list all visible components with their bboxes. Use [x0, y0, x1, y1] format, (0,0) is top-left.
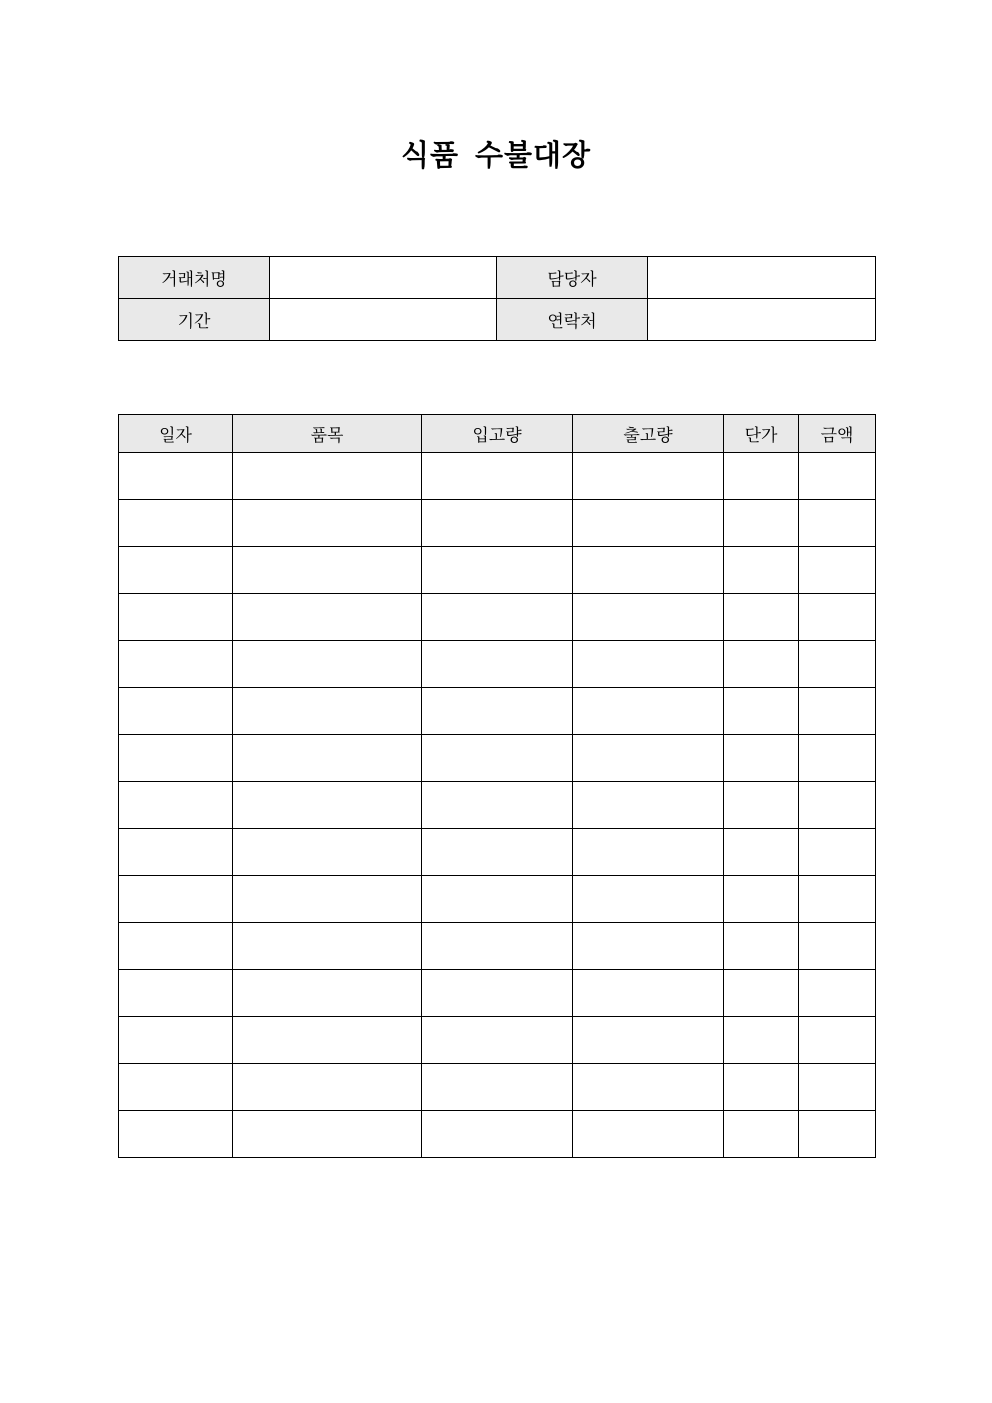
- inbound-qty-cell[interactable]: [422, 641, 573, 688]
- date-cell[interactable]: [119, 970, 233, 1017]
- outbound-qty-cell[interactable]: [573, 594, 724, 641]
- header-outbound-qty: 출고량: [573, 415, 724, 453]
- amount-cell[interactable]: [799, 1017, 876, 1064]
- table-row: [119, 688, 876, 735]
- item-cell[interactable]: [233, 500, 422, 547]
- header-amount: 금액: [799, 415, 876, 453]
- item-cell[interactable]: [233, 829, 422, 876]
- amount-cell[interactable]: [799, 688, 876, 735]
- unit-price-cell[interactable]: [724, 782, 799, 829]
- outbound-qty-cell[interactable]: [573, 1064, 724, 1111]
- date-cell[interactable]: [119, 782, 233, 829]
- unit-price-cell[interactable]: [724, 1111, 799, 1158]
- amount-cell[interactable]: [799, 923, 876, 970]
- date-cell[interactable]: [119, 594, 233, 641]
- inbound-qty-cell[interactable]: [422, 500, 573, 547]
- amount-cell[interactable]: [799, 500, 876, 547]
- item-cell[interactable]: [233, 782, 422, 829]
- item-cell[interactable]: [233, 1017, 422, 1064]
- item-cell[interactable]: [233, 970, 422, 1017]
- info-table: [118, 256, 876, 341]
- title-part-ledger: 수불대장: [474, 138, 592, 172]
- manager-field[interactable]: [648, 257, 876, 299]
- amount-cell[interactable]: [799, 735, 876, 782]
- ledger-body: [119, 453, 876, 1158]
- date-cell[interactable]: [119, 453, 233, 500]
- inbound-qty-cell[interactable]: [422, 829, 573, 876]
- table-row: [119, 1017, 876, 1064]
- outbound-qty-cell[interactable]: [573, 500, 724, 547]
- outbound-qty-cell[interactable]: [573, 970, 724, 1017]
- date-cell[interactable]: [119, 923, 233, 970]
- table-row: [119, 547, 876, 594]
- page-title: [0, 133, 992, 177]
- unit-price-cell[interactable]: [724, 547, 799, 594]
- contact-field[interactable]: [648, 299, 876, 341]
- inbound-qty-cell[interactable]: [422, 782, 573, 829]
- item-cell[interactable]: [233, 641, 422, 688]
- unit-price-cell[interactable]: [724, 829, 799, 876]
- contact-label: 연락처: [497, 299, 648, 341]
- unit-price-cell[interactable]: [724, 923, 799, 970]
- period-label: 기간: [119, 299, 270, 341]
- date-cell[interactable]: [119, 1064, 233, 1111]
- table-row: [119, 923, 876, 970]
- amount-cell[interactable]: [799, 1111, 876, 1158]
- table-row: [119, 970, 876, 1017]
- inbound-qty-cell[interactable]: [422, 970, 573, 1017]
- item-cell[interactable]: [233, 1064, 422, 1111]
- amount-cell[interactable]: [799, 547, 876, 594]
- table-row: [119, 735, 876, 782]
- outbound-qty-cell[interactable]: [573, 453, 724, 500]
- info-row-1: [119, 257, 876, 299]
- date-cell[interactable]: [119, 735, 233, 782]
- unit-price-cell[interactable]: [724, 500, 799, 547]
- outbound-qty-cell[interactable]: [573, 1111, 724, 1158]
- ledger-header-row: [119, 415, 876, 453]
- date-cell[interactable]: [119, 1111, 233, 1158]
- unit-price-cell[interactable]: [724, 688, 799, 735]
- inbound-qty-cell[interactable]: [422, 923, 573, 970]
- outbound-qty-cell[interactable]: [573, 782, 724, 829]
- amount-cell[interactable]: [799, 1064, 876, 1111]
- amount-cell[interactable]: [799, 829, 876, 876]
- date-cell[interactable]: [119, 829, 233, 876]
- amount-cell[interactable]: [799, 594, 876, 641]
- item-cell[interactable]: [233, 735, 422, 782]
- manager-label: 담당자: [497, 257, 648, 299]
- unit-price-cell[interactable]: [724, 876, 799, 923]
- inbound-qty-cell[interactable]: [422, 876, 573, 923]
- table-row: [119, 641, 876, 688]
- outbound-qty-cell[interactable]: [573, 876, 724, 923]
- date-cell[interactable]: [119, 641, 233, 688]
- outbound-qty-cell[interactable]: [573, 1017, 724, 1064]
- header-date: 일자: [119, 415, 233, 453]
- outbound-qty-cell[interactable]: [573, 735, 724, 782]
- amount-cell[interactable]: [799, 641, 876, 688]
- inbound-qty-cell[interactable]: [422, 1111, 573, 1158]
- unit-price-cell[interactable]: [724, 641, 799, 688]
- ledger-table: [118, 414, 876, 1158]
- date-cell[interactable]: [119, 547, 233, 594]
- vendor-label: 거래처명: [119, 257, 270, 299]
- table-row: [119, 782, 876, 829]
- inbound-qty-cell[interactable]: [422, 688, 573, 735]
- unit-price-cell[interactable]: [724, 970, 799, 1017]
- item-cell[interactable]: [233, 594, 422, 641]
- info-row-2: [119, 299, 876, 341]
- table-row: [119, 829, 876, 876]
- outbound-qty-cell[interactable]: [573, 547, 724, 594]
- item-cell[interactable]: [233, 1111, 422, 1158]
- amount-cell[interactable]: [799, 876, 876, 923]
- outbound-qty-cell[interactable]: [573, 923, 724, 970]
- date-cell[interactable]: [119, 876, 233, 923]
- header-unit-price: 단가: [724, 415, 799, 453]
- amount-cell[interactable]: [799, 970, 876, 1017]
- inbound-qty-cell[interactable]: [422, 594, 573, 641]
- table-row: [119, 453, 876, 500]
- unit-price-cell[interactable]: [724, 735, 799, 782]
- table-row: [119, 1111, 876, 1158]
- date-cell[interactable]: [119, 1017, 233, 1064]
- item-cell[interactable]: [233, 876, 422, 923]
- inbound-qty-cell[interactable]: [422, 547, 573, 594]
- table-row: [119, 876, 876, 923]
- outbound-qty-cell[interactable]: [573, 641, 724, 688]
- header-item: 품목: [233, 415, 422, 453]
- item-cell[interactable]: [233, 688, 422, 735]
- date-cell[interactable]: [119, 500, 233, 547]
- title-part-food: 식품: [400, 138, 459, 172]
- unit-price-cell[interactable]: [724, 1017, 799, 1064]
- inbound-qty-cell[interactable]: [422, 1064, 573, 1111]
- unit-price-cell[interactable]: [724, 1064, 799, 1111]
- date-cell[interactable]: [119, 688, 233, 735]
- item-cell[interactable]: [233, 923, 422, 970]
- header-inbound-qty: 입고량: [422, 415, 573, 453]
- item-cell[interactable]: [233, 453, 422, 500]
- table-row: [119, 1064, 876, 1111]
- period-field[interactable]: [270, 299, 497, 341]
- item-cell[interactable]: [233, 547, 422, 594]
- table-row: [119, 500, 876, 547]
- table-row: [119, 594, 876, 641]
- vendor-field[interactable]: [270, 257, 497, 299]
- unit-price-cell[interactable]: [724, 453, 799, 500]
- outbound-qty-cell[interactable]: [573, 688, 724, 735]
- inbound-qty-cell[interactable]: [422, 453, 573, 500]
- amount-cell[interactable]: [799, 453, 876, 500]
- amount-cell[interactable]: [799, 782, 876, 829]
- outbound-qty-cell[interactable]: [573, 829, 724, 876]
- unit-price-cell[interactable]: [724, 594, 799, 641]
- inbound-qty-cell[interactable]: [422, 735, 573, 782]
- inbound-qty-cell[interactable]: [422, 1017, 573, 1064]
